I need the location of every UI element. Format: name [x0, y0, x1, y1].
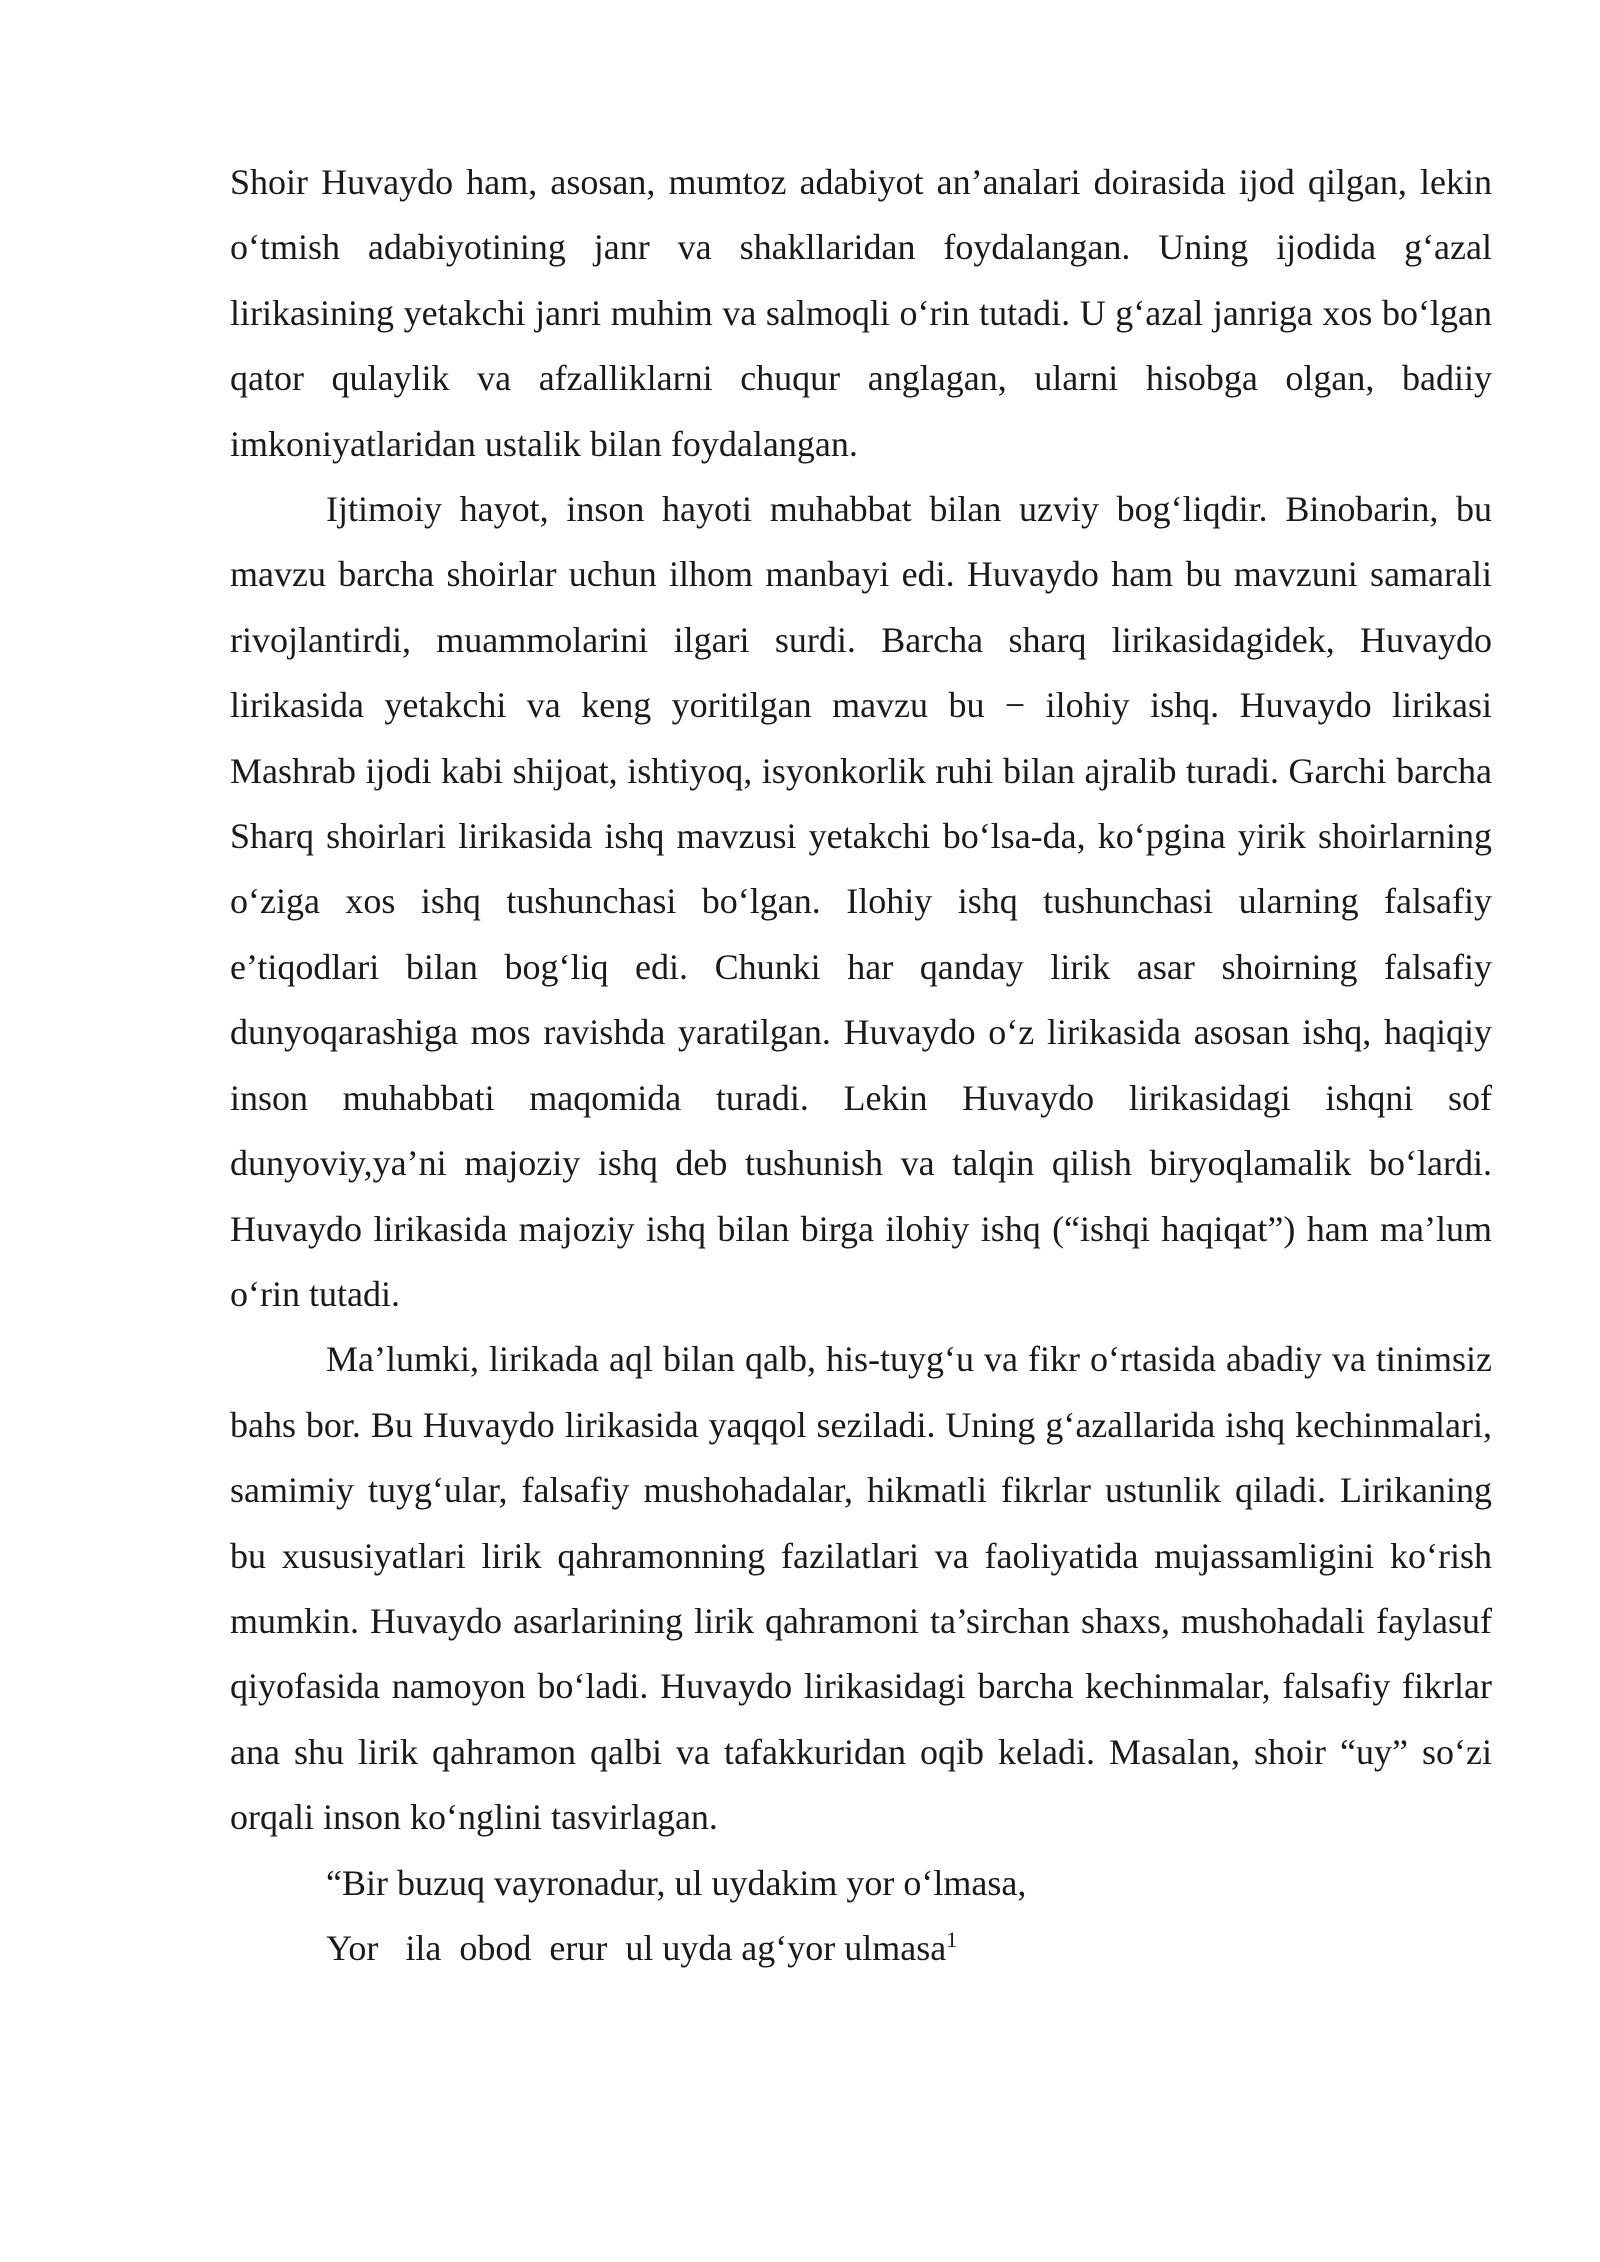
document-page [230, 150, 1492, 1981]
paragraph-1: Shoir Huvaydo ham, asosan, mumtoz adabiyot an’analari doirasida ijod qilgan, lekin o‘tmish adabiyotining janr va shakllaridan foydalangan. Uning ijodida g‘azal lirikasining yetakchi janri muhim va salmoqli o‘rin tutadi. U g‘azal janriga xos bo‘lgan qator qulaylik va afzalliklarni chuqur anglagan, ularni hisobga olgan, badiiy imkoniyatlaridan ustalik bilan foydalangan. [230, 162, 1492, 464]
paragraph-3: Ma’lumki, lirikada aql bilan qalb, his-tuyg‘u va fikr o‘rtasida abadiy va tinimsiz bahs bor. Bu Huvaydo lirikasida yaqqol seziladi. Uning g‘azallarida ishq kechinmalari, samimiy tuyg‘ular, falsafiy mushohadalar, hikmatli fikrlar ustunlik qiladi. Lirikaning bu xususiyatlari lirik qahramonning fazilatlari va faoliyatida mujassamligini ko‘rish mumkin. Huvaydo asarlarining lirik qahramoni ta’sirchan shaxs, mushohadali faylasuf qiyofasida namoyon bo‘ladi. Huvaydo lirikasidagi barcha kechinmalar, falsafiy fikrlar ana shu lirik qahramon qalbi va tafakkuridan oqib keladi. Masalan, shoir “uy” so‘zi orqali inson ko‘nglini tasvirlagan. [230, 1339, 1492, 1838]
verse-line-2-text: Yor ila obod erur ul uyda ag‘yor ulmasa [326, 1927, 947, 1968]
footnote-reference[interactable]: 1 [946, 1926, 958, 1952]
verse-line-2 [230, 1916, 1492, 1981]
verse-line-1: “Bir buzuq vayronadur, ul uydakim yor o‘lmasa, [326, 1862, 1027, 1903]
paragraph-2: Ijtimoiy hayot, inson hayoti muhabbat bilan uzviy bog‘liqdir. Binobarin, bu mavzu barcha shoirlar uchun ilhom manbayi edi. Huvaydo ham bu mavzuni samarali rivojlantirdi, muammolarini ilgari surdi. Barcha sharq lirikasidagidek, Huvaydo lirikasida yetakchi va keng yoritilgan mavzu bu − ilohiy ishq. Huvaydo lirikasi Mashrab ijodi kabi shijoat, ishtiyoq, isyonkorlik ruhi bilan ajralib turadi. Garchi barcha Sharq shoirlari lirikasida ishq mavzusi yetakchi bo‘lsa-da, ko‘pgina yirik shoirlarning o‘ziga xos ishq tushunchasi bo‘lgan. Ilohiy ishq tushunchasi ularning falsafiy e’tiqodlari bilan bog‘liq edi. Chunki har qanday lirik asar shoirning falsafiy dunyoqarashiga mos ravishda yaratilgan. Huvaydo o‘z lirikasida asosan ishq, haqiqiy inson muhabbati maqomida turadi. Lekin Huvaydo lirikasidagi ishqni sof dunyoviy,ya’ni majoziy ishq deb tushunish va talqin qilish biryoqlamalik bo‘lardi. Huvaydo lirikasida majoziy ishq bilan birga ilohiy ishq (“ishqi haqiqat”) ham ma’lum o‘rin tutadi. [230, 489, 1492, 1314]
